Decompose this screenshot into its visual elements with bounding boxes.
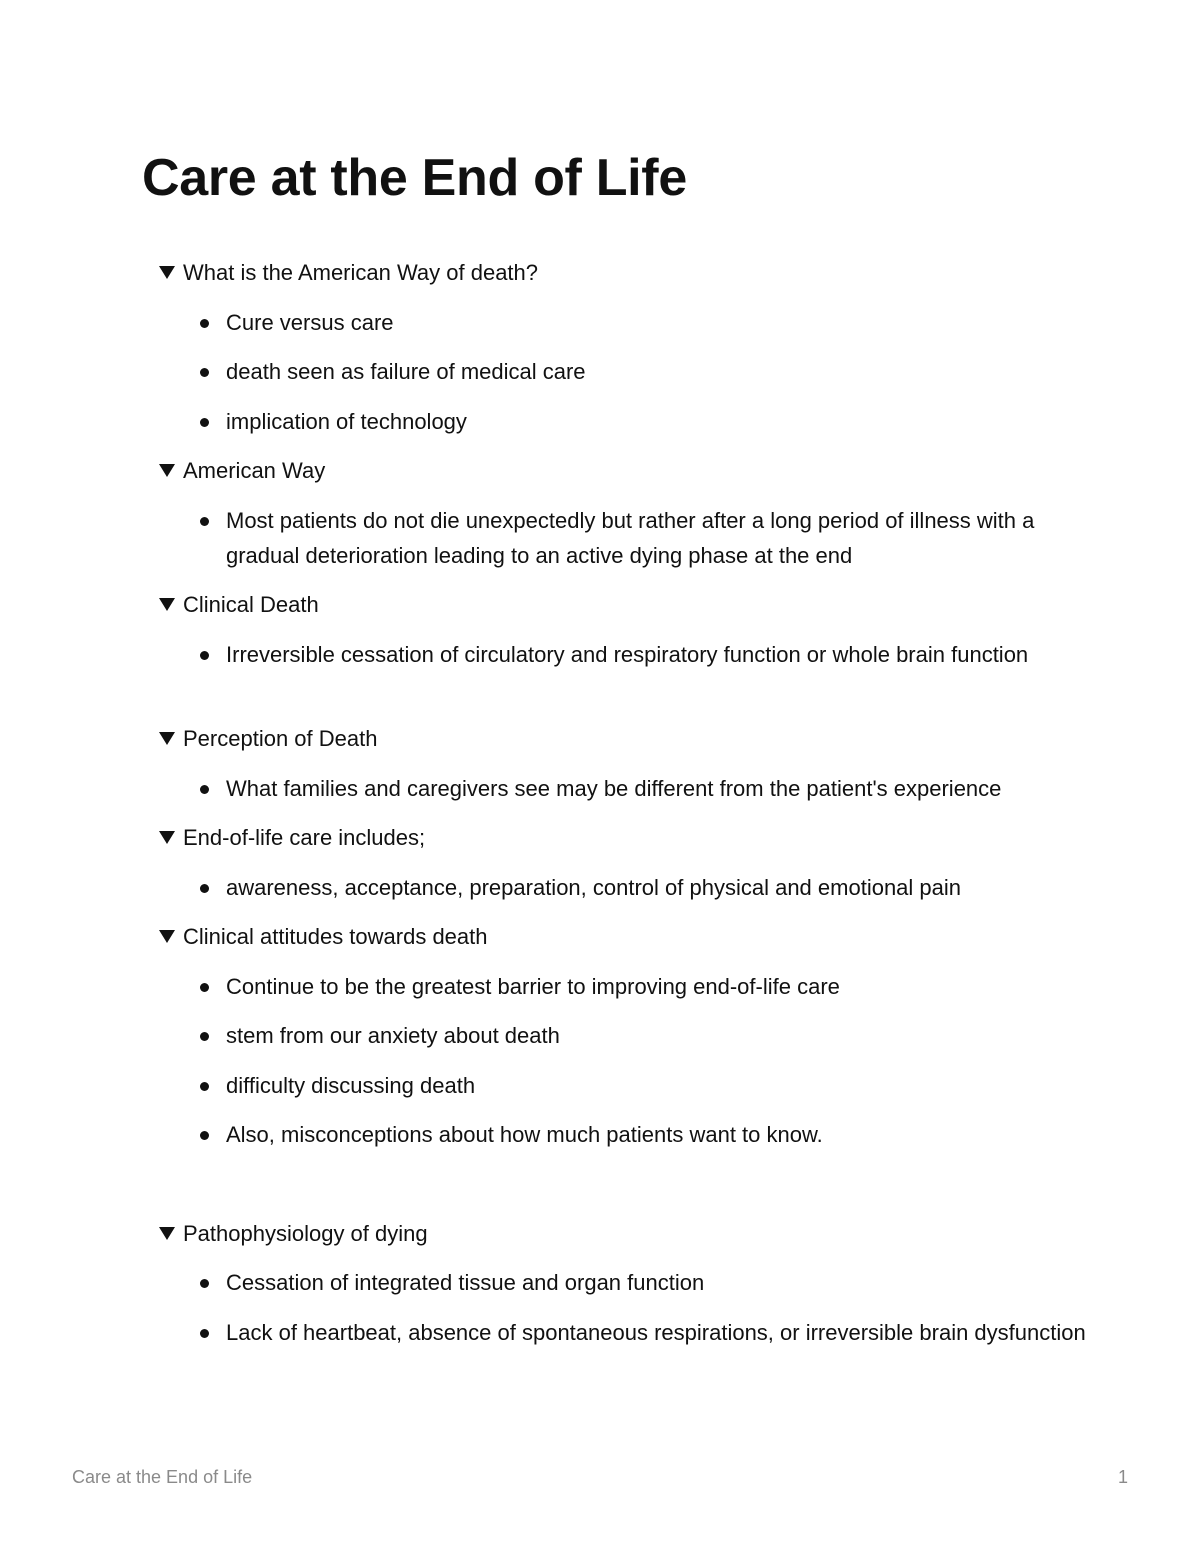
toggle-heading[interactable]: [158, 259, 538, 287]
list-item: difficulty discussing death: [226, 1068, 1086, 1103]
list-item: What families and caregivers see may be different from the patient's experience: [226, 771, 1086, 806]
footer-doc-title: Care at the End of Life: [72, 1467, 253, 1487]
triangle-down-icon[interactable]: [159, 930, 175, 943]
list-item: Most patients do not die unexpectedly but rather after a long period of illness with a gradual deterioration leading to an active dying phase at the end: [226, 503, 1086, 573]
triangle-down-icon[interactable]: [159, 732, 175, 745]
list-item: Irreversible cessation of circulatory and respiratory function or whole brain function: [226, 637, 1086, 672]
toggle-heading-label: Pathophysiology of dying: [183, 1221, 428, 1246]
toggle-heading-label: Perception of Death: [183, 726, 378, 751]
list-item: death seen as failure of medical care: [226, 354, 1086, 389]
page-title: Care at the End of Life: [142, 149, 687, 207]
toggle-heading[interactable]: [158, 824, 425, 852]
list-item: Lack of heartbeat, absence of spontaneous respirations, or irreversible brain dysfunction: [226, 1315, 1086, 1350]
toggle-heading[interactable]: [158, 591, 319, 619]
toggle-heading[interactable]: [158, 725, 377, 753]
footer-page-number: 1: [1117, 1467, 1128, 1487]
toggle-heading-label: What is the American Way of death?: [183, 260, 539, 285]
triangle-down-icon[interactable]: [159, 831, 175, 844]
triangle-down-icon[interactable]: [159, 598, 175, 611]
triangle-down-icon[interactable]: [159, 464, 175, 477]
list-item: implication of technology: [226, 404, 1086, 439]
toggle-heading-label: Clinical attitudes towards death: [183, 924, 488, 949]
list-item: Continue to be the greatest barrier to improving end-of-life care: [226, 969, 1086, 1004]
list-item: awareness, acceptance, preparation, control of physical and emotional pain: [226, 870, 1086, 905]
toggle-heading-label: American Way: [183, 458, 326, 483]
toggle-heading[interactable]: [158, 1220, 428, 1248]
list-item: stem from our anxiety about death: [226, 1018, 1086, 1053]
toggle-heading[interactable]: [158, 923, 488, 951]
toggle-heading[interactable]: [158, 457, 325, 485]
toggle-heading-label: Clinical Death: [183, 592, 319, 617]
list-item: Also, misconceptions about how much patients want to know.: [226, 1117, 1086, 1152]
triangle-down-icon[interactable]: [159, 266, 175, 279]
toggle-heading-label: End-of-life care includes;: [183, 825, 426, 850]
list-item: Cessation of integrated tissue and organ function: [226, 1265, 1086, 1300]
list-item: Cure versus care: [226, 305, 1086, 340]
triangle-down-icon[interactable]: [159, 1227, 175, 1240]
